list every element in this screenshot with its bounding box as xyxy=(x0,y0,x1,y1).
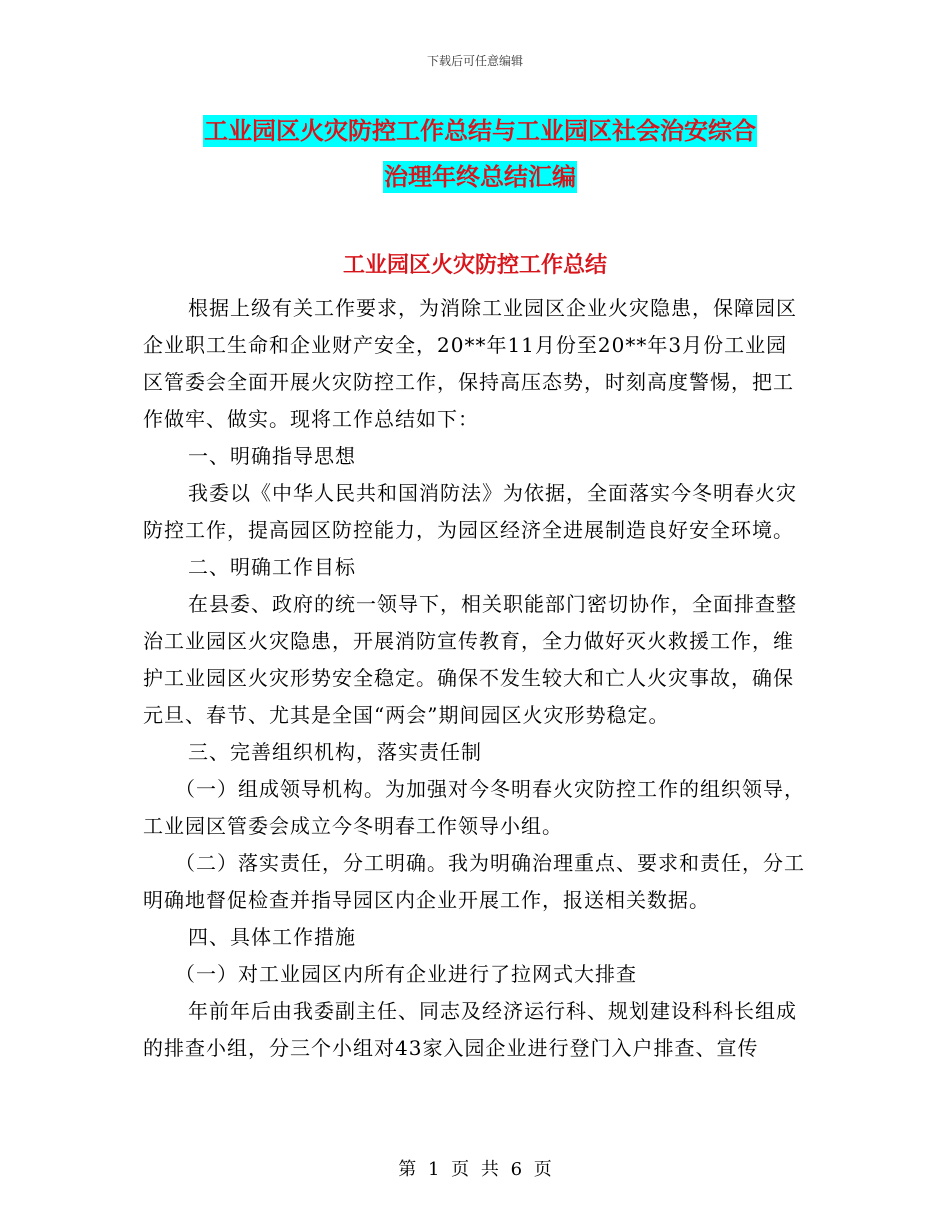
subheading-inspection: （一）对工业园区内所有企业进行了拉网式大排查 xyxy=(175,962,637,986)
heading-measures: 四、具体工作措施 xyxy=(188,925,356,949)
heading-work-goals: 二、明确工作目标 xyxy=(188,555,356,579)
paragraph-work-goals: 在县委、政府的统一领导下，相关职能部门密切协作，全面排查整治工业园区火灾隐患，开展消防宣传教育，全力做好灭火救援工作，维护工业园区火灾形势安全稳定。确保不发生较大和亡人火灾事故，确保元旦、春节、尤其是全国“两会”期间园区火灾形势稳定。 xyxy=(143,592,797,727)
paragraph-intro: 根据上级有关工作要求，为消除工业园区企业火灾隐患，保障园区企业职工生命和企业财产安全，20**年11月份至20**年3月份工业园区管委会全面开展火灾防控工作，保持高压态势，时刻高度警惕，把工作做牢、做实。现将工作总结如下： xyxy=(143,296,797,431)
document-title-line-2: 治理年终总结汇编 xyxy=(384,163,576,191)
paragraph-inspection: 年前年后由我委副主任、同志及经济运行科、规划建设科科长组成的排查小组，分三个小组对43家入园企业进行登门入户排查、宣传 xyxy=(143,999,797,1060)
page-footer: 第 1 页 共 6 页 xyxy=(398,1159,552,1180)
document-title-line-1: 工业园区火灾防控工作总结与工业园区社会治安综合 xyxy=(204,117,756,145)
paragraph-leadership: （一）组成领导机构。为加强对今冬明春火灾防控工作的组织领导，工业园区管委会成立今冬明春工作领导小组。 xyxy=(143,777,805,838)
header-note: 下载后可任意编辑 xyxy=(426,54,523,68)
paragraph-responsibility: （二）落实责任，分工明确。我为明确治理重点、要求和责任，分工明确地督促检查并指导园区内企业开展工作，报送相关数据。 xyxy=(143,851,805,912)
heading-guiding-thought: 一、明确指导思想 xyxy=(188,444,356,468)
paragraph-guiding-thought: 我委以《中华人民共和国消防法》为依据，全面落实今冬明春火灾防控工作，提高园区防控能力，为园区经济全进展制造良好安全环境。 xyxy=(143,481,797,542)
document-title xyxy=(150,108,810,200)
section-title: 工业园区火灾防控工作总结 xyxy=(342,253,607,278)
heading-organization: 三、完善组织机构，落实责任制 xyxy=(188,740,482,764)
document-body xyxy=(143,290,808,1067)
